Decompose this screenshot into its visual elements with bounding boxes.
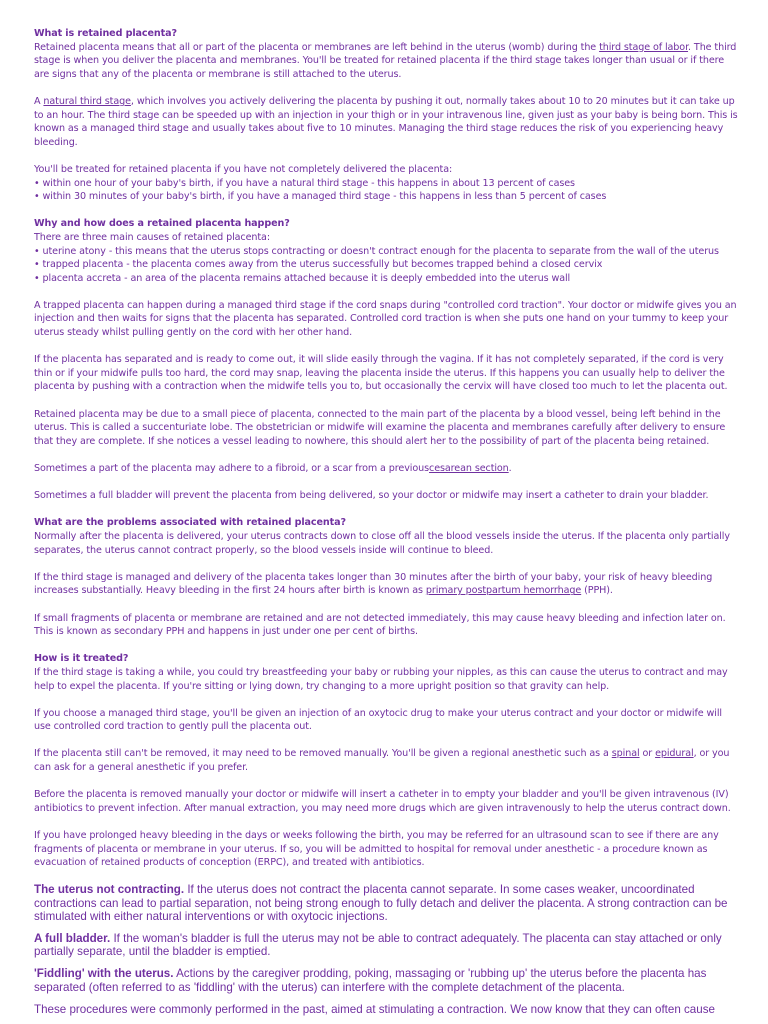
list-intro: There are three main causes of retained placenta: bbox=[34, 231, 270, 243]
section-heading: What is retained placenta? bbox=[34, 28, 177, 39]
list-item: • uterine atony - this means that the uterus stops contracting or doesn't contract enough for the placenta to separate from the wall of the uterus bbox=[34, 245, 719, 257]
list-item: • within one hour of your baby's birth, if you have a natural third stage - this happens in about 13 percent of cases bbox=[34, 177, 575, 189]
natural-third-stage-link[interactable]: natural third stage bbox=[43, 95, 131, 107]
paragraph: Sometimes a part of the placenta may adhere to a fibroid, or a scar from a previouscesarean section. bbox=[34, 463, 512, 474]
paragraph-list bbox=[34, 163, 738, 204]
paragraph: A natural third stage, which involves you actively delivering the placenta by pushing it out, normally takes about 10 to 20 minutes but it can take up to an hour. The third stage can be speeded up with an injection in your thigh or in your intravenous line, given just as your baby is being born. This is known as a managed third stage and usually takes about five to 10 minutes. Managing the third stage reduces the risk of you experiencing heavy bleeding. bbox=[34, 95, 738, 148]
cause-item: The uterus not contracting. If the uterus does not contract the placenta cannot separate. In some cases weaker, uncoordinated contractions can lead to partial separation, not being strong enough to fully detach and deliver the placenta. A strong contraction can be stimulated with either natural interventions or with oxytocic injections. bbox=[34, 883, 728, 923]
paragraph: Sometimes a full bladder will prevent the placenta from being delivered, so your doctor or midwife may insert a catheter to drain your bladder. bbox=[34, 490, 709, 502]
cause-title: The uterus not contracting. bbox=[34, 883, 185, 897]
paragraph: If the third stage is taking a while, you could try breastfeeding your baby or rubbing your nipples, as this can cause the uterus to contract and may help to expel the placenta. If you're sitting or lying down, try changing to a more upright position so that gravity can help. bbox=[34, 666, 728, 692]
paragraph: If small fragments of placenta or membrane are retained and are not detected immediately, this may cause heavy bleeding and infection later on. This is known as secondary PPH and happens in just under one per cent of births. bbox=[34, 612, 726, 638]
paragraph-list bbox=[34, 231, 738, 285]
paragraph: If you choose a managed third stage, you'll be given an injection of an oxytocic drug to make your uterus contract and your doctor or midwife will use controlled cord traction to gently pull the placenta out. bbox=[34, 707, 722, 733]
section-heading: Why and how does a retained placenta happen? bbox=[34, 218, 290, 230]
cause-item: 'Fiddling' with the uterus. Actions by the caregiver prodding, poking, massaging or 'rubbing up' the uterus before the placenta has separated (often referred to as 'fiddling' with the uterus) can interfere with the complete detachment of the placenta. bbox=[34, 967, 707, 994]
cause-title: 'Fiddling' with the uterus. bbox=[34, 967, 174, 981]
section-heading: How is it treated? bbox=[34, 653, 129, 665]
third-stage-of-labor-link[interactable]: third stage of labor bbox=[599, 41, 689, 53]
section-heading: What are the problems associated with retained placenta? bbox=[34, 517, 346, 529]
paragraph: Retained placenta means that all or part of the placenta or membranes are left behind in the uterus (womb) during the third stage of labor. The third stage is when you deliver the placenta and membranes. You'll be treated for retained placenta if the third stage takes longer than usual or if there are signs that any of the placenta or membrane is still attached to the uterus. bbox=[34, 41, 737, 80]
paragraph: If the third stage is managed and delivery of the placenta takes longer than 30 minutes after the birth of your baby, your risk of heavy bleeding increases substantially. Heavy bleeding in the first 24 hours after birth is known as primary postpartum hemorrhage (PPH). bbox=[34, 571, 713, 597]
list-item: • within 30 minutes of your baby's birth, if you have a managed third stage - this happens in less than 5 percent of cases bbox=[34, 191, 607, 203]
paragraph: Retained placenta may be due to a small piece of placenta, connected to the main part of the placenta by a blood vessel, being left behind in the uterus. This is called a succenturiate lobe. The obstetrician or midwife will examine the placenta and membranes carefully after delivery to ensure that they are complete. If she notices a vessel leading to nowhere, this should alert her to the possibility of part of the placenta being retained. bbox=[34, 408, 726, 447]
paragraph: If the placenta still can't be removed, it may need to be removed manually. You'll be given a regional anesthetic such as a spinal or epidural, or you can ask for a general anesthetic if you prefer. bbox=[34, 748, 730, 774]
epidural-link[interactable]: epidural bbox=[655, 748, 694, 760]
cause-item: A full bladder. If the woman's bladder is full the uterus may not be able to contract adequately. The placenta can stay attached or only partially separate, until the bladder is emptied. bbox=[34, 932, 722, 959]
paragraph: Before the placenta is removed manually your doctor or midwife will insert a catheter in to empty your bladder and you'll be given intravenous (IV) antibiotics to prevent infection. After manual extraction, you may need more drugs which are given intravenously to help the uterus contract down. bbox=[34, 789, 731, 814]
paragraph: If you have prolonged heavy bleeding in the days or weeks following the birth, you may be referred for an ultrasound scan to see if there are any fragments of placenta or membrane in your uterus. If so, you will be admitted to hospital for removal under anesthetic - a procedure known as evacuation of retained products of conception (ERPC), and treated with antibiotics. bbox=[34, 830, 719, 869]
document-body bbox=[34, 27, 738, 1024]
paragraph: Normally after the placenta is delivered, your uterus contracts down to close off all the blood vessels inside the uterus. If the placenta only partially separates, the uterus cannot contract properly, so the blood vessels inside will continue to bleed. bbox=[34, 530, 730, 556]
cesarean-section-link[interactable]: cesarean section bbox=[429, 463, 509, 474]
cause-title: A full bladder. bbox=[34, 932, 111, 946]
paragraph: If the placenta has separated and is ready to come out, it will slide easily through the vagina. If it has not completely separated, if the cord is very thin or if your midwife pulls too hard, the cord may snap, leaving the placenta inside the uterus. If this happens you can usually help to deliver the placenta by pushing with a contraction when the midwife tells you to, but occasionally the cervix will have closed too much to let the placenta out. bbox=[34, 354, 728, 393]
primary-postpartum-hemorrhage-link[interactable]: primary postpartum hemorrhage bbox=[425, 585, 582, 597]
paragraph: A trapped placenta can happen during a managed third stage if the cord snaps during "controlled cord traction". Your doctor or midwife gives you an injection and then waits for signs that the placenta has separated. Controlled cord traction is when she puts one hand on your tummy to keep your uterus steady whilst pulling gently on the cord with her other hand. bbox=[34, 299, 737, 339]
causes-list bbox=[34, 883, 738, 1016]
cause-item: These procedures were commonly performed in the past, aimed at stimulating a contraction. We now know that they can often cause bbox=[34, 1002, 715, 1016]
list-item: • placenta accreta - an area of the placenta remains attached because it is deeply embedded into the uterus wall bbox=[34, 272, 571, 284]
list-item: • trapped placenta - the placenta comes away from the uterus successfully but becomes trapped behind a closed cervix bbox=[34, 259, 603, 271]
spinal-link[interactable]: spinal bbox=[611, 748, 640, 760]
list-intro: You'll be treated for retained placenta if you have not completely delivered the placenta: bbox=[34, 163, 453, 175]
